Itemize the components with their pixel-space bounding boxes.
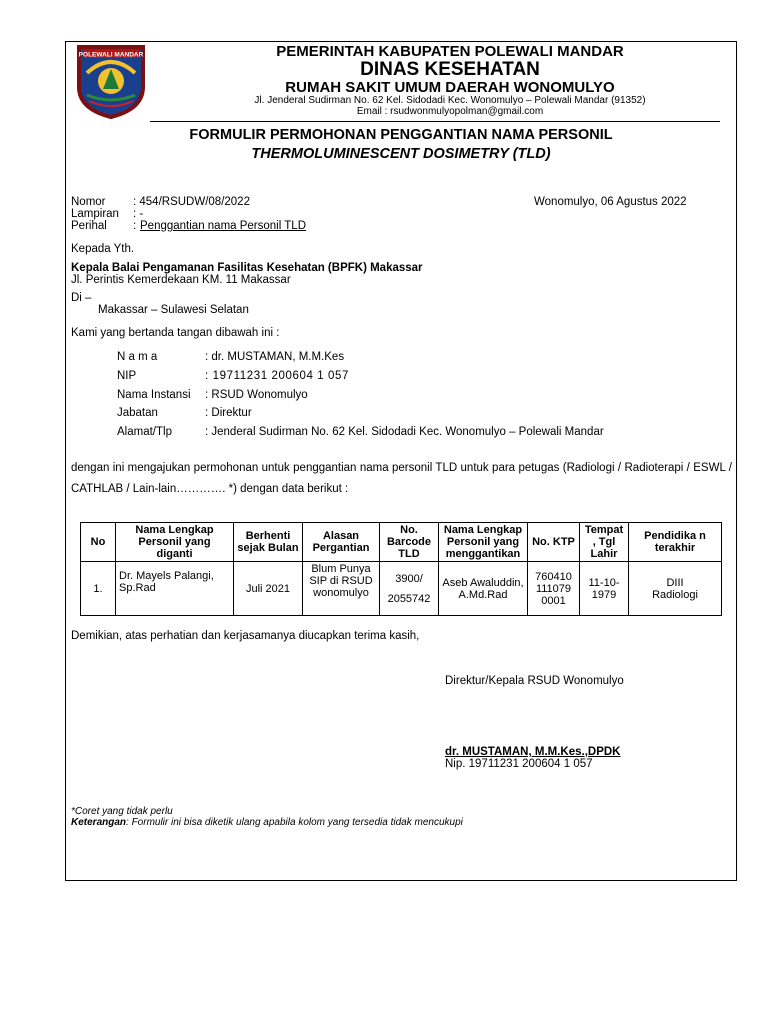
recipient-city: Makassar – Sulawesi Selatan <box>98 304 249 316</box>
perihal-label: Perihal <box>71 220 107 232</box>
identity-label-alamat: Alamat/Tlp <box>117 426 172 438</box>
regency-emblem-logo <box>73 43 149 119</box>
identity-value-nama: : dr. MUSTAMAN, M.M.Kes <box>205 351 345 363</box>
identity-value-nip: : 19711231 200604 1 057 <box>205 370 350 382</box>
identity-label-instansi: Nama Instansi <box>117 389 191 401</box>
request-paragraph: dengan ini mengajukan permohonan untuk penggantian nama personil TLD untuk para petugas (Radiologi / Radioterapi / ESWL / CATHLAB / Lain-lain…………. *) dengan data berikut : <box>71 462 732 495</box>
cell-berhenti: Juli 2021 <box>234 562 303 616</box>
header-ttl: Tempat , Tgl Lahir <box>580 523 629 562</box>
nomor-label: Nomor <box>71 196 106 208</box>
table-header-row <box>81 523 722 562</box>
table-row <box>81 562 722 616</box>
header-ktp: No. KTP <box>528 523 580 562</box>
cell-pendidikan: DIII Radiologi <box>629 562 722 616</box>
closing-text: Demikian, atas perhatian dan kerjasamanya diucapkan terima kasih, <box>71 630 420 642</box>
ktp-line-2: 111079 <box>535 582 572 595</box>
cell-no: 1. <box>81 562 116 616</box>
cell-ttl <box>580 562 629 616</box>
cell-nama-pengganti: Aseb Awaluddin, A.Md.Rad <box>439 562 528 616</box>
header-nama-diganti: Nama Lengkap Personil yang diganti <box>116 523 234 562</box>
lampiran-label: Lampiran <box>71 208 119 220</box>
identity-value-alamat: : Jenderal Sudirman No. 62 Kel. Sidodadi Kec. Wonomulyo – Polewali Mandar <box>205 426 604 438</box>
ktp-line-3: 0001 <box>541 594 566 607</box>
signature-nip: Nip. 19711231 200604 1 057 <box>445 758 593 770</box>
form-title: FORMULIR PERMOHONAN PENGGANTIAN NAMA PERSONIL <box>189 127 613 143</box>
perihal-value: Penggantian nama Personil TLD <box>140 220 307 232</box>
header-pendidikan: Pendidika n terakhir <box>629 523 722 562</box>
header-alasan: Alasan Pergantian <box>303 523 380 562</box>
ktp-line-1: 760410 <box>535 570 572 583</box>
header-berhenti: Berhenti sejak Bulan <box>234 523 303 562</box>
note-keterangan <box>71 817 463 828</box>
header-email: Email : rsudwonmulyopolman@gmail.com <box>356 106 544 117</box>
header-address: Jl. Jenderal Sudirman No. 62 Kel. Sidodadi Kec. Wonomulyo – Polewali Mandar (91352) <box>254 95 646 106</box>
ttl-line-2: 1979 <box>591 588 617 601</box>
note-coret: *Coret yang tidak perlu <box>71 806 173 817</box>
logo-banner-text: POLEWALI MANDAR <box>78 51 144 59</box>
note-keterangan-label: Keterangan <box>71 817 127 828</box>
header-nama-pengganti: Nama Lengkap Personil yang menggantikan <box>439 523 528 562</box>
signature-position: Direktur/Kepala RSUD Wonomulyo <box>445 675 624 687</box>
intro-text: Kami yang bertanda tangan dibawah ini : <box>71 327 280 339</box>
header-department: DINAS KESEHATAN <box>360 59 540 80</box>
barcode-line-2: 2055742 <box>387 592 431 605</box>
nomor-value: : 454/RSUDW/08/2022 <box>133 196 250 208</box>
cell-nama-diganti: Dr. Mayels Palangi, Sp.Rad <box>116 562 234 616</box>
cell-alasan: Blum Punya SIP di RSUD wonomulyo <box>303 562 380 616</box>
header-divider <box>150 121 720 122</box>
recipient-name: Kepala Balai Pengamanan Fasilitas Kesehatan (BPFK) Makassar <box>71 262 423 274</box>
cell-barcode <box>380 562 439 616</box>
recipient-di: Di – <box>71 292 92 304</box>
place-date: Wonomulyo, 06 Agustus 2022 <box>534 196 687 208</box>
greeting: Kepada Yth. <box>71 243 135 255</box>
personnel-table <box>80 522 722 616</box>
perihal-colon: : <box>133 220 137 232</box>
ttl-line-1: 11-10- <box>588 576 620 589</box>
barcode-line-1: 3900/ <box>395 572 423 585</box>
form-subtitle: THERMOLUMINESCENT DOSIMETRY (TLD) <box>251 146 551 162</box>
recipient-address: Jl. Perintis Kemerdekaan KM. 11 Makassar <box>71 274 291 286</box>
identity-label-nama: N a m a <box>117 351 158 363</box>
cell-ktp <box>528 562 580 616</box>
signature-name: dr. MUSTAMAN, M.M.Kes.,DPDK <box>445 746 621 758</box>
identity-value-jabatan: : Direktur <box>205 407 252 419</box>
identity-label-nip: NIP <box>117 370 137 382</box>
header-barcode: No. Barcode TLD <box>380 523 439 562</box>
identity-label-jabatan: Jabatan <box>117 407 158 419</box>
note-keterangan-text: : Formulir ini bisa diketik ulang apabila kolom yang tersedia tidak mencukupi <box>126 817 463 828</box>
lampiran-value: : - <box>133 208 144 220</box>
identity-value-instansi: : RSUD Wonomulyo <box>205 389 308 401</box>
header-government: PEMERINTAH KABUPATEN POLEWALI MANDAR <box>276 43 624 60</box>
header-hospital: RUMAH SAKIT UMUM DAERAH WONOMULYO <box>285 79 615 96</box>
header-no: No <box>81 523 116 562</box>
